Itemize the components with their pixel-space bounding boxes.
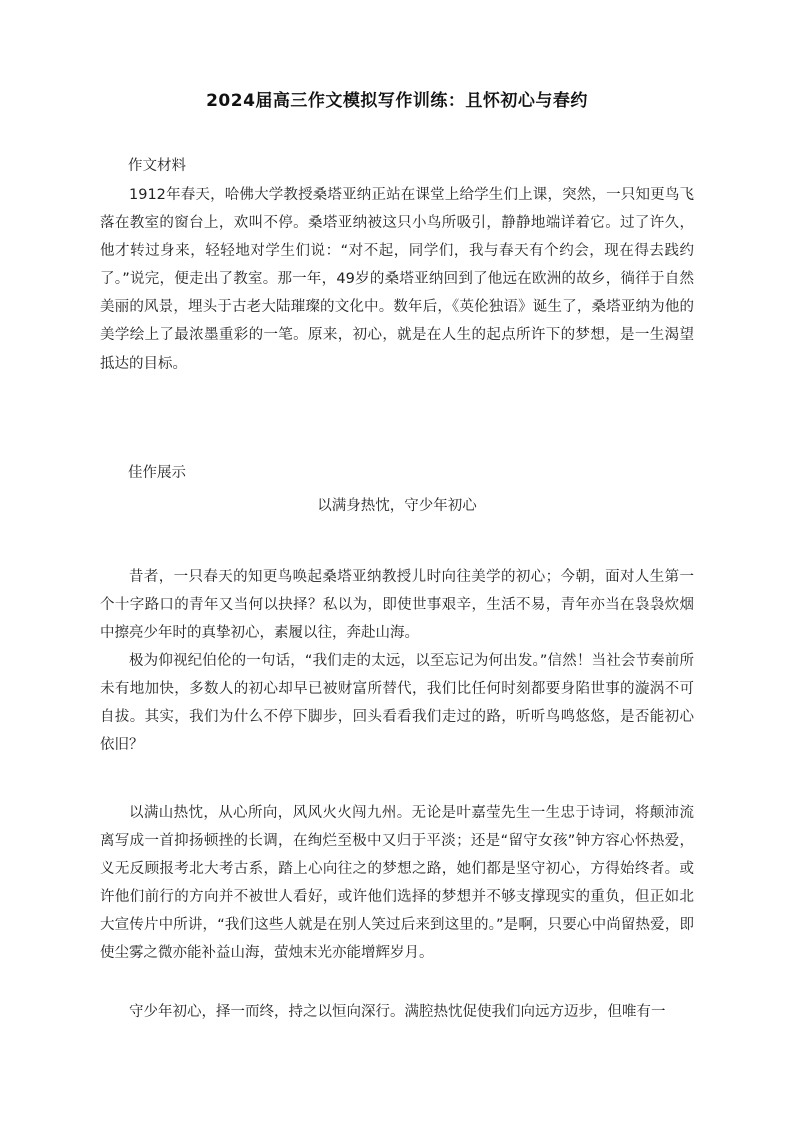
document-title: 2024届高三作文模拟写作训练：且怀初心与春约 bbox=[206, 91, 588, 111]
material-label: 作文材料 bbox=[128, 158, 186, 174]
essay-title: 以满身热忱，守少年初心 bbox=[317, 498, 477, 514]
essay-paragraph: 守少年初心，择一而终，持之以恒向深行。满腔热忱促使我们向远方迈步，但唯有一 bbox=[129, 1004, 666, 1020]
essay-paragraph: 极为仰视纪伯伦的一句话，“我们走的太远，以至忘记为何出发。”信然！当社会节奏前所未有地加快，多数人的初心却早已被财富所替代，我们比任何时刻都要身陷世事的漩涡不可自拔。其实，我们为什么不停下脚步，回头看看我们走过的路，听听鸟鸣悠悠，是否能初心依旧？ bbox=[100, 653, 694, 754]
essay-paragraph: 昔者，一只春天的知更鸟唤起桑塔亚纳教授儿时向往美学的初心；今朝，面对人生第一个十字路口的青年又当何以抉择？私以为，即使世事艰辛，生活不易，青年亦当在袅袅炊烟中擦亮少年时的真挚初心，素履以往，奔赴山海。 bbox=[100, 569, 694, 642]
material-paragraph: 1912年春天，哈佛大学教授桑塔亚纳正站在课堂上给学生们上课，突然，一只知更鸟飞落在教室的窗台上，欢叫不停。桑塔亚纳被这只小鸟所吸引，静静地端详着它。过了许久，他才转过身来，轻轻地对学生们说：“对不起，同学们，我与春天有个约会，现在得去践约了。”说完，便走出了教室。那一年，49岁的桑塔亚纳回到了他远在欧洲的故乡，徜徉于自然美丽的风景，埋头于古老大陆璀璨的文化中。数年后，《英伦独语》诞生了，桑塔亚纳为他的美学绘上了最浓墨重彩的一笔。原来，初心，就是在人生的起点所许下的梦想，是一生渴望抵达的目标。 bbox=[100, 187, 694, 372]
essay-paragraph: 以满山热忱，从心所向，风风火火闯九州。无论是叶嘉莹先生一生忠于诗词，将颠沛流离写成一首抑扬顿挫的长调，在绚烂至极中又归于平淡；还是“留守女孩”钟方容心怀热爱，义无反顾报考北大考古系，踏上心向往之的梦想之路，她们都是坚守初心，方得始终者。或许他们前行的方向并不被世人看好，或许他们选择的梦想并不够支撑现实的重负，但正如北大宣传片中所讲，“我们这些人就是在别人笑过后来到这里的。”是啊，只要心中尚留热爱，即使尘雾之微亦能补益山海，萤烛末光亦能增辉岁月。 bbox=[100, 805, 694, 962]
sample-label: 佳作展示 bbox=[128, 465, 186, 481]
